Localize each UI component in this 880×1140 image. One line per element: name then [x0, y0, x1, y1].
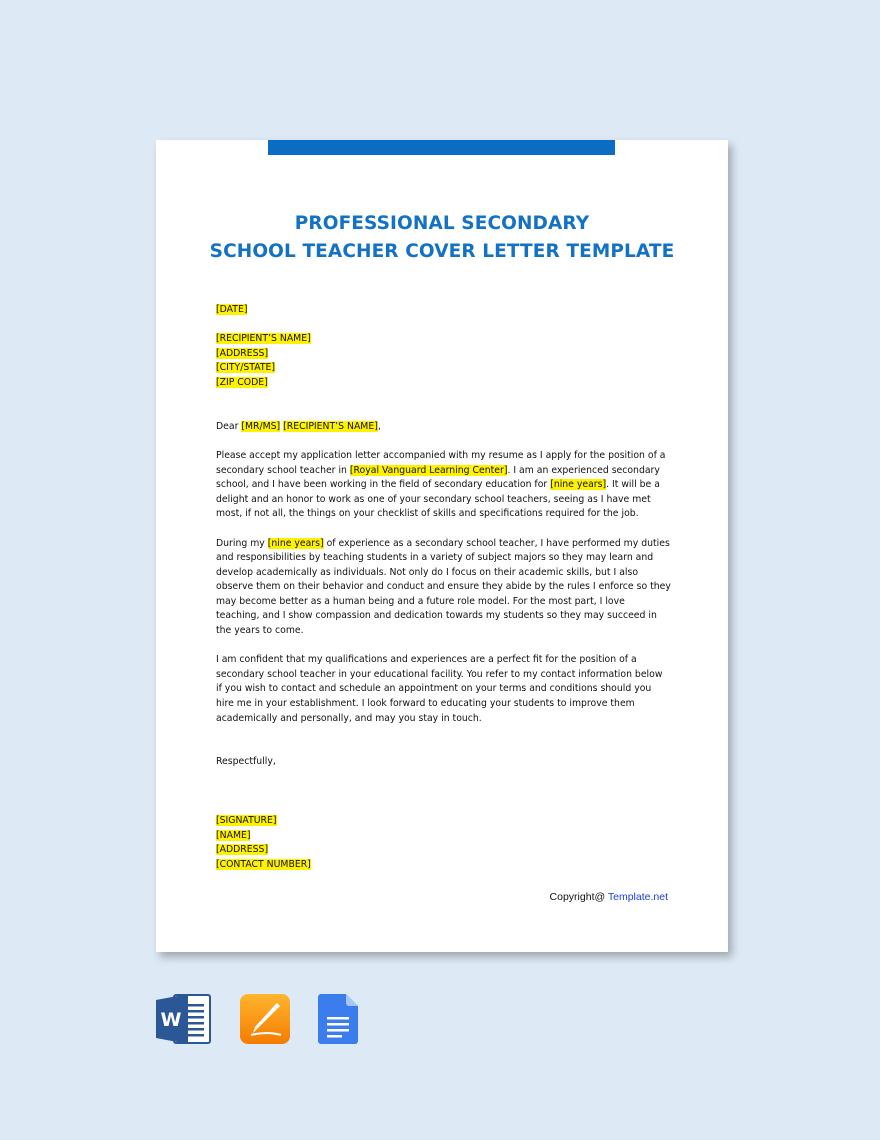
- p2-text-b: of experience as a secondary school teacher, I have performed my duties and responsibilities by teaching students in a variety of subject majors so they may learn and develop academically as individuals. Not only do I focus on their academic skills, but I also observe them on their behavior and conduct and ensure they abide by the rules I enforce so they may become better as a human being and a future role model. For the most part, I love teaching, and I show compassion and dedication towards my students so they may succeed in the years to come.: [216, 537, 671, 637]
- closing: Respectfully,: [216, 756, 276, 768]
- salutation-title-placeholder: [MR/MS]: [241, 420, 281, 432]
- paragraph-3: I am confident that my qualifications and experiences are a perfect fit for the position of a secondary school teacher in your educational facility. You refer to my contact information below if you wish to contact and schedule an appointment on your terms and conditions should you hire me in your establishment. I look forward to educating your students to improve them academically and personally, and may you stay in touch.: [216, 654, 663, 724]
- contact-number-placeholder: [CONTACT NUMBER]: [216, 858, 311, 870]
- accent-bar: [268, 140, 615, 155]
- years-placeholder-2: [nine years]: [267, 537, 324, 549]
- p2-text-a: During my: [216, 537, 268, 549]
- school-name-placeholder: [Royal Vanguard Learning Center]: [349, 464, 508, 476]
- apple-pages-icon[interactable]: [239, 993, 291, 1050]
- p1-text-a: Please accept my application letter accompanied with my resume as I apply for the position of a secondary school teacher in: [216, 449, 666, 476]
- svg-text:W: W: [160, 1009, 182, 1031]
- copyright-notice: [550, 891, 668, 903]
- title-line-1: PROFESSIONAL SECONDARY: [294, 213, 590, 234]
- p1-text-c: . It will be a delight and an honor to work as one of your secondary school teachers, seeing as I have met most, if not all, the things on your checklist of skills and specifications required for the job.: [216, 479, 660, 520]
- recipient-block: [216, 332, 671, 390]
- recipient-name-placeholder: [RECIPIENT’S NAME]: [216, 333, 311, 345]
- salutation-prefix: Dear: [216, 420, 242, 432]
- google-docs-icon[interactable]: [318, 993, 360, 1050]
- paragraph-1: [216, 449, 671, 522]
- template-net-link[interactable]: Template.net: [607, 891, 668, 903]
- letter-body: [216, 303, 671, 872]
- copyright-prefix: Copyright@: [549, 891, 608, 903]
- salutation: [216, 420, 671, 435]
- sender-address-placeholder: [ADDRESS]: [216, 844, 269, 856]
- years-placeholder: [nine years]: [550, 479, 607, 491]
- document-title: [156, 210, 728, 266]
- signature-placeholder: [SIGNATURE]: [216, 815, 277, 826]
- document-page: [156, 140, 728, 952]
- name-placeholder: [NAME]: [216, 829, 251, 841]
- signature-block: [216, 814, 671, 872]
- paragraph-2: [216, 537, 671, 639]
- address-placeholder: [ADDRESS]: [216, 347, 269, 359]
- title-line-2: SCHOOL TEACHER COVER LETTER TEMPLATE: [209, 241, 675, 262]
- salutation-name-placeholder: [RECIPIENT’S NAME]: [283, 420, 378, 432]
- microsoft-word-icon[interactable]: [156, 993, 212, 1050]
- zip-placeholder: [ZIP CODE]: [216, 376, 268, 388]
- date-placeholder: [DATE]: [216, 304, 248, 315]
- p1-text-b: . I am an experienced secondary school, and I have been working in the field of secondary education for: [216, 464, 660, 491]
- city-state-placeholder: [CITY/STATE]: [216, 362, 276, 374]
- salutation-suffix: ,: [377, 420, 381, 432]
